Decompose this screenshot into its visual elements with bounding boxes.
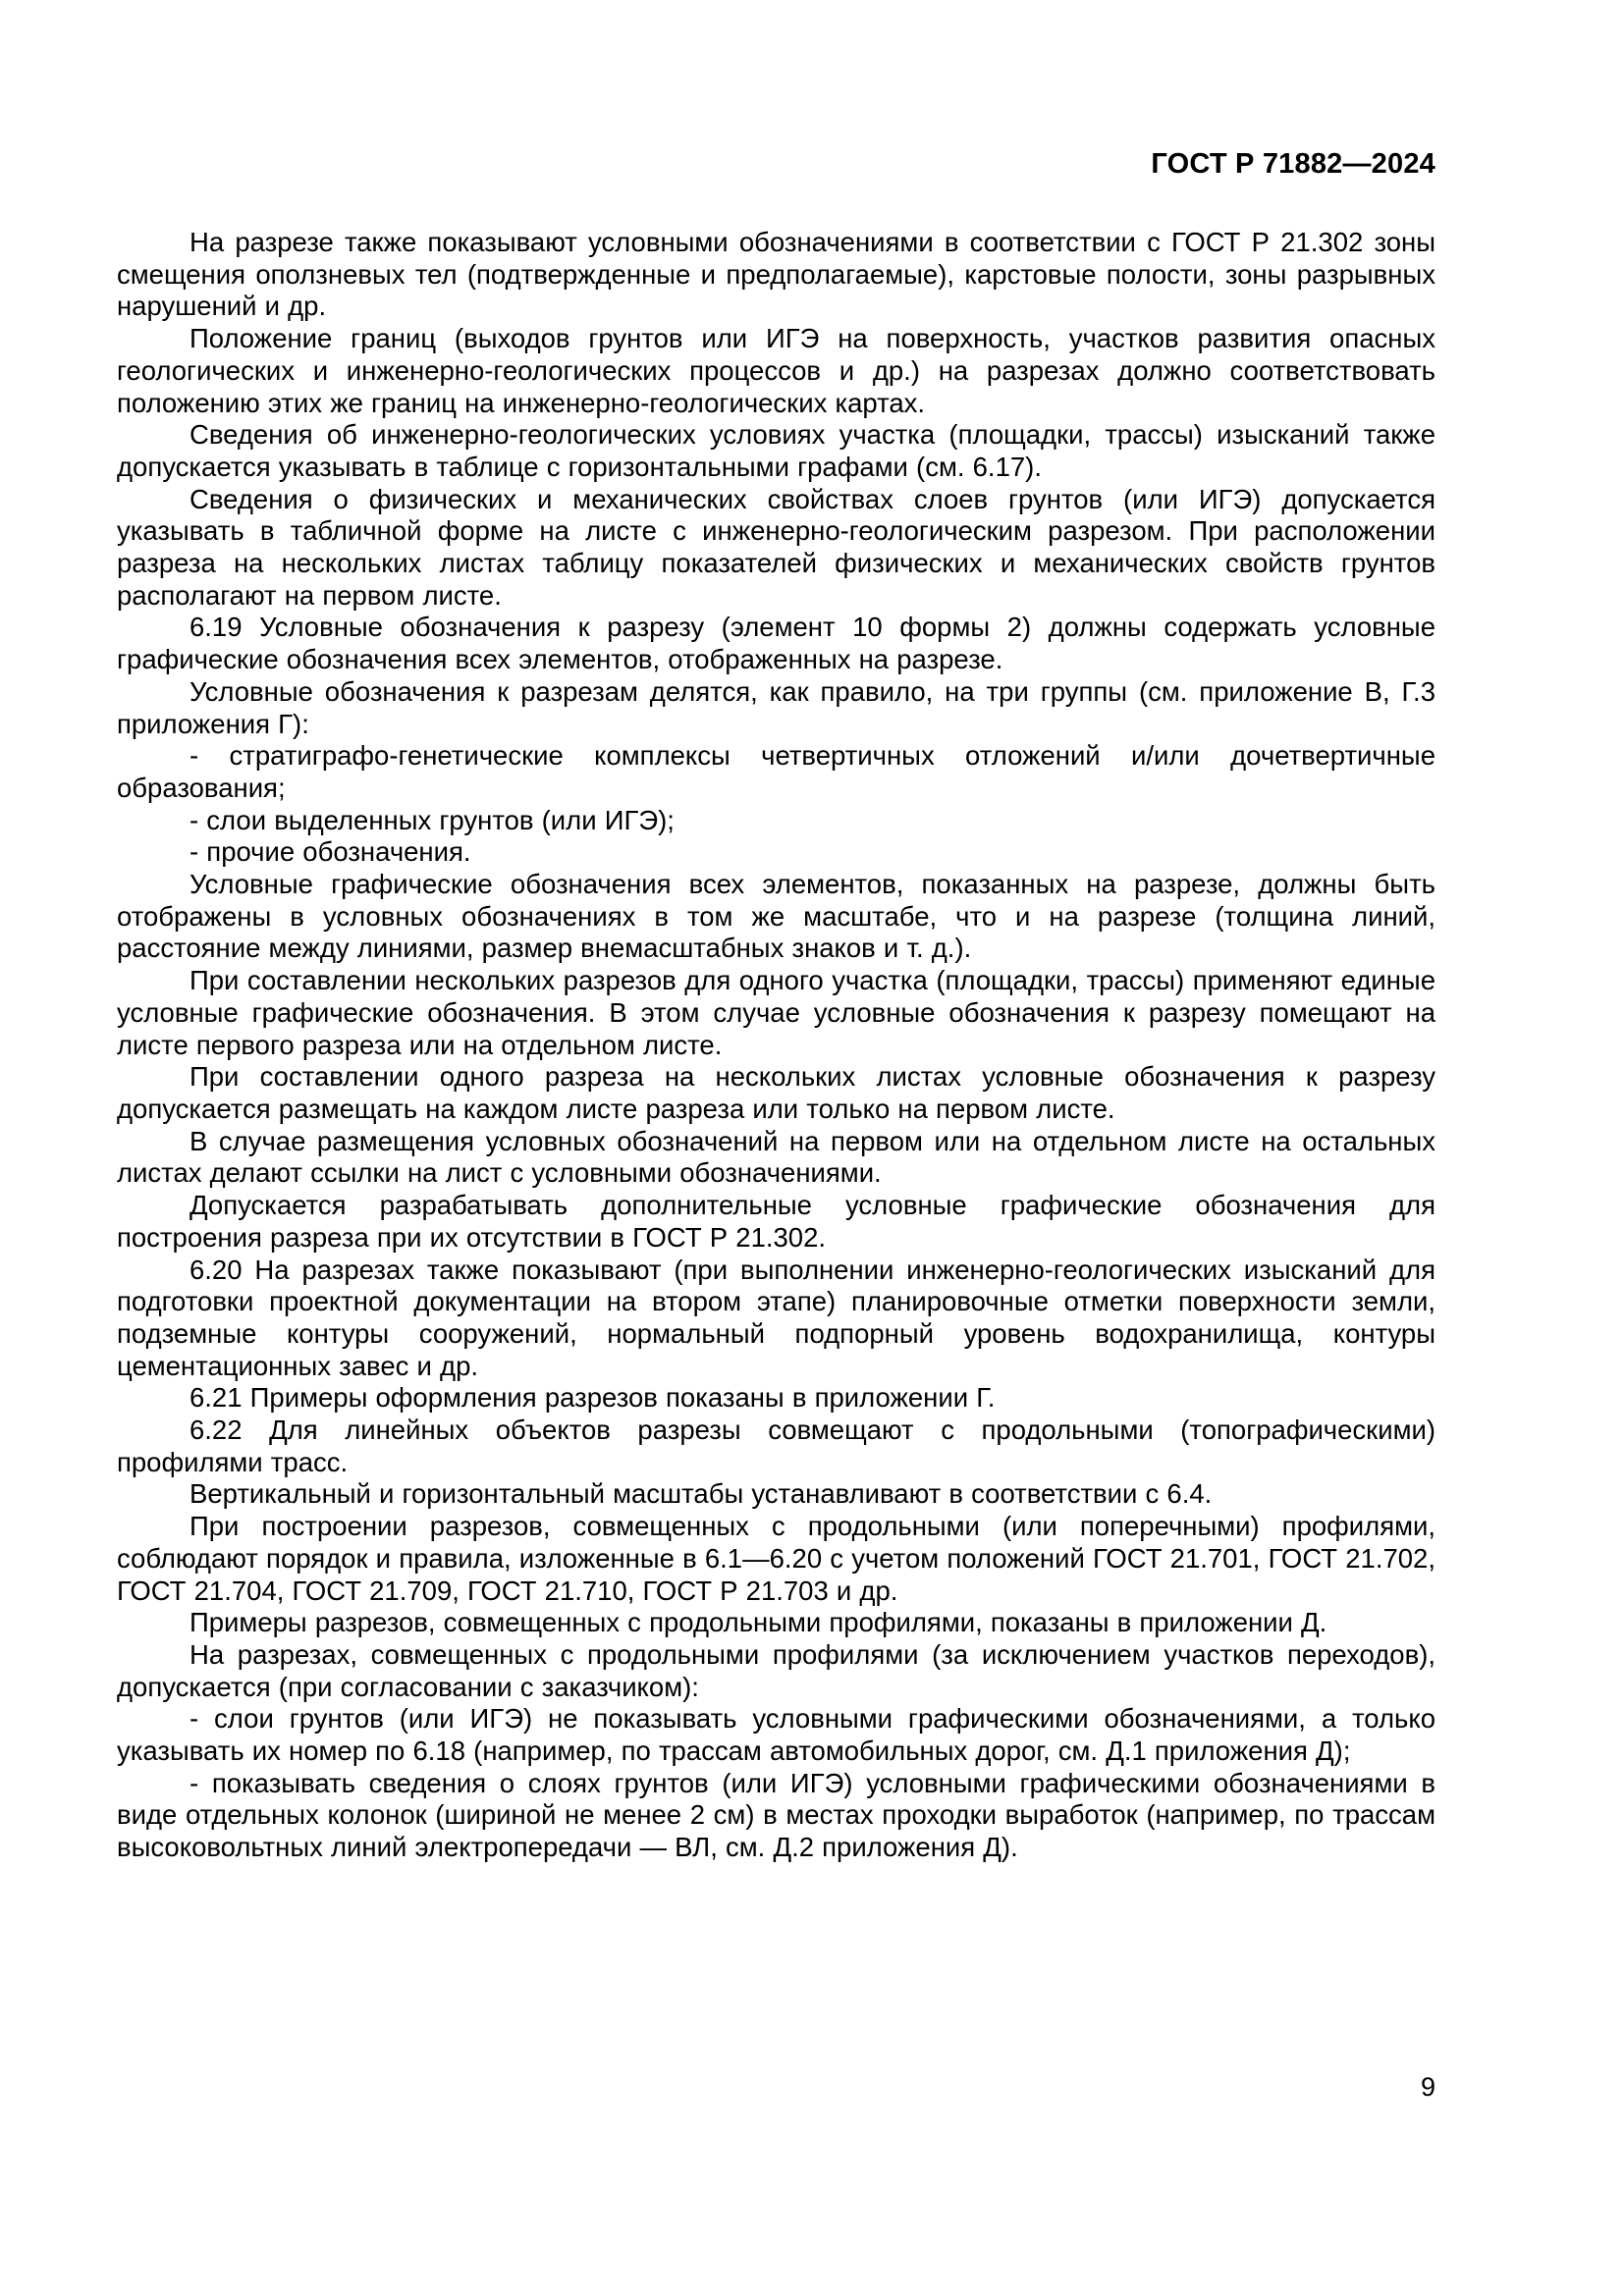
paragraph: Примеры разрезов, совмещенных с продольными профилями, показаны в приложении Д.	[189, 1607, 1327, 1638]
list-item-paragraph: - прочие обозначения.	[189, 836, 471, 868]
list-item-paragraph: - стратиграфо-генетические комплексы четвертичных отложений и/или дочетвертичные образования;	[117, 740, 1435, 803]
list-item-paragraph: - слои грунтов (или ИГЭ) не показывать условными графическими обозначениями, а только указывать их номер по 6.18 (например, по трассам автомобильных дорог, см. Д.1 приложения Д);	[117, 1703, 1435, 1767]
paragraph: При составлении нескольких разрезов для одного участка (площадки, трассы) применяют единые условные графические обозначения. В этом случае условные обозначения к разрезу помещают на листе первого разреза или на отдельном листе.	[117, 965, 1435, 1060]
paragraph: При составлении одного разреза на нескольких листах условные обозначения к разрезу допускается размещать на каждом листе разреза или только на первом листе.	[117, 1061, 1435, 1124]
paragraph: На разрезе также показывают условными обозначениями в соответствии с ГОСТ Р 21.302 зоны смещения оползневых тел (подтвержденные и предполагаемые), карстовые полости, зоны разрывных нарушений и др.	[117, 227, 1435, 322]
paragraph: При построении разрезов, совмещенных с продольными (или поперечными) профилями, соблюдают порядок и правила, изложенные в 6.1—6.20 с учетом положений ГОСТ 21.701, ГОСТ 21.702, ГОСТ 21.704, ГОСТ 21.709, ГОСТ 21.710, ГОСТ Р 21.703 и др.	[117, 1511, 1435, 1606]
paragraph: Сведения об инженерно-геологических условиях участка (площадки, трассы) изысканий также допускается указывать в таблице с горизонтальными графами (см. 6.17).	[117, 419, 1435, 482]
list-item-paragraph: - слои выделенных грунтов (или ИГЭ);	[189, 804, 675, 835]
list-item-paragraph: - показывать сведения о слоях грунтов (или ИГЭ) условными графическими обозначениями в виде отдельных колонок (шириной не менее 2 см) в местах проходки выработок (например, по трассам высоковольтных линий электропередачи — ВЛ, см. Д.2 приложения Д).	[117, 1767, 1435, 1863]
body-text	[117, 227, 1435, 1864]
paragraph: 6.20 На разрезах также показывают (при выполнении инженерно-геологических изысканий для подготовки проектной документации на втором этапе) планировочные отметки поверхности земли, подземные контуры сооружений, нормальный подпорный уровень водохранилища, контуры цементационных завес и др.	[117, 1254, 1435, 1381]
paragraph: Условные обозначения к разрезам делятся, как правило, на три группы (см. приложение В, Г.3 приложения Г):	[117, 675, 1435, 739]
paragraph: Положение границ (выходов грунтов или ИГЭ на поверхность, участков развития опасных геологических и инженерно-геологических процессов и др.) на разрезах должно соответствовать положению этих же границ на инженерно-геологических картах.	[117, 323, 1435, 418]
paragraph: Вертикальный и горизонтальный масштабы устанавливают в соответствии с 6.4.	[189, 1478, 1213, 1510]
paragraph: Допускается разрабатывать дополнительные условные графические обозначения для построения разреза при их отсутствии в ГОСТ Р 21.302.	[117, 1190, 1435, 1253]
paragraph: 6.19 Условные обозначения к разрезу (элемент 10 формы 2) должны содержать условные графические обозначения всех элементов, отображенных на разрезе.	[117, 612, 1435, 675]
standard-code-header: ГОСТ Р 71882—2024	[1151, 148, 1435, 180]
paragraph: 6.21 Примеры оформления разрезов показаны в приложении Г.	[189, 1382, 996, 1414]
page-number: 9	[1420, 2072, 1435, 2102]
paragraph: Условные графические обозначения всех элементов, показанных на разрезе, должны быть отображены в условных обозначениях в том же масштабе, что и на разрезе (толщина линий, расстояние между линиями, размер внемасштабных знаков и т. д.).	[117, 869, 1435, 964]
paragraph: Сведения о физических и механических свойствах слоев грунтов (или ИГЭ) допускается указывать в табличной форме на листе с инженерно-геологическим разрезом. При расположении разреза на нескольких листах таблицу показателей физических и механических свойств грунтов располагают на первом листе.	[117, 483, 1435, 611]
paragraph: 6.22 Для линейных объектов разрезы совмещают с продольными (топографическими) профилями трасс.	[117, 1415, 1435, 1477]
paragraph: На разрезах, совмещенных с продольными профилями (за исключением участков переходов), допускается (при согласовании с заказчиком):	[117, 1638, 1435, 1702]
paragraph: В случае размещения условных обозначений на первом или на отдельном листе на остальных листах делают ссылки на лист с условными обозначениями.	[117, 1125, 1435, 1189]
